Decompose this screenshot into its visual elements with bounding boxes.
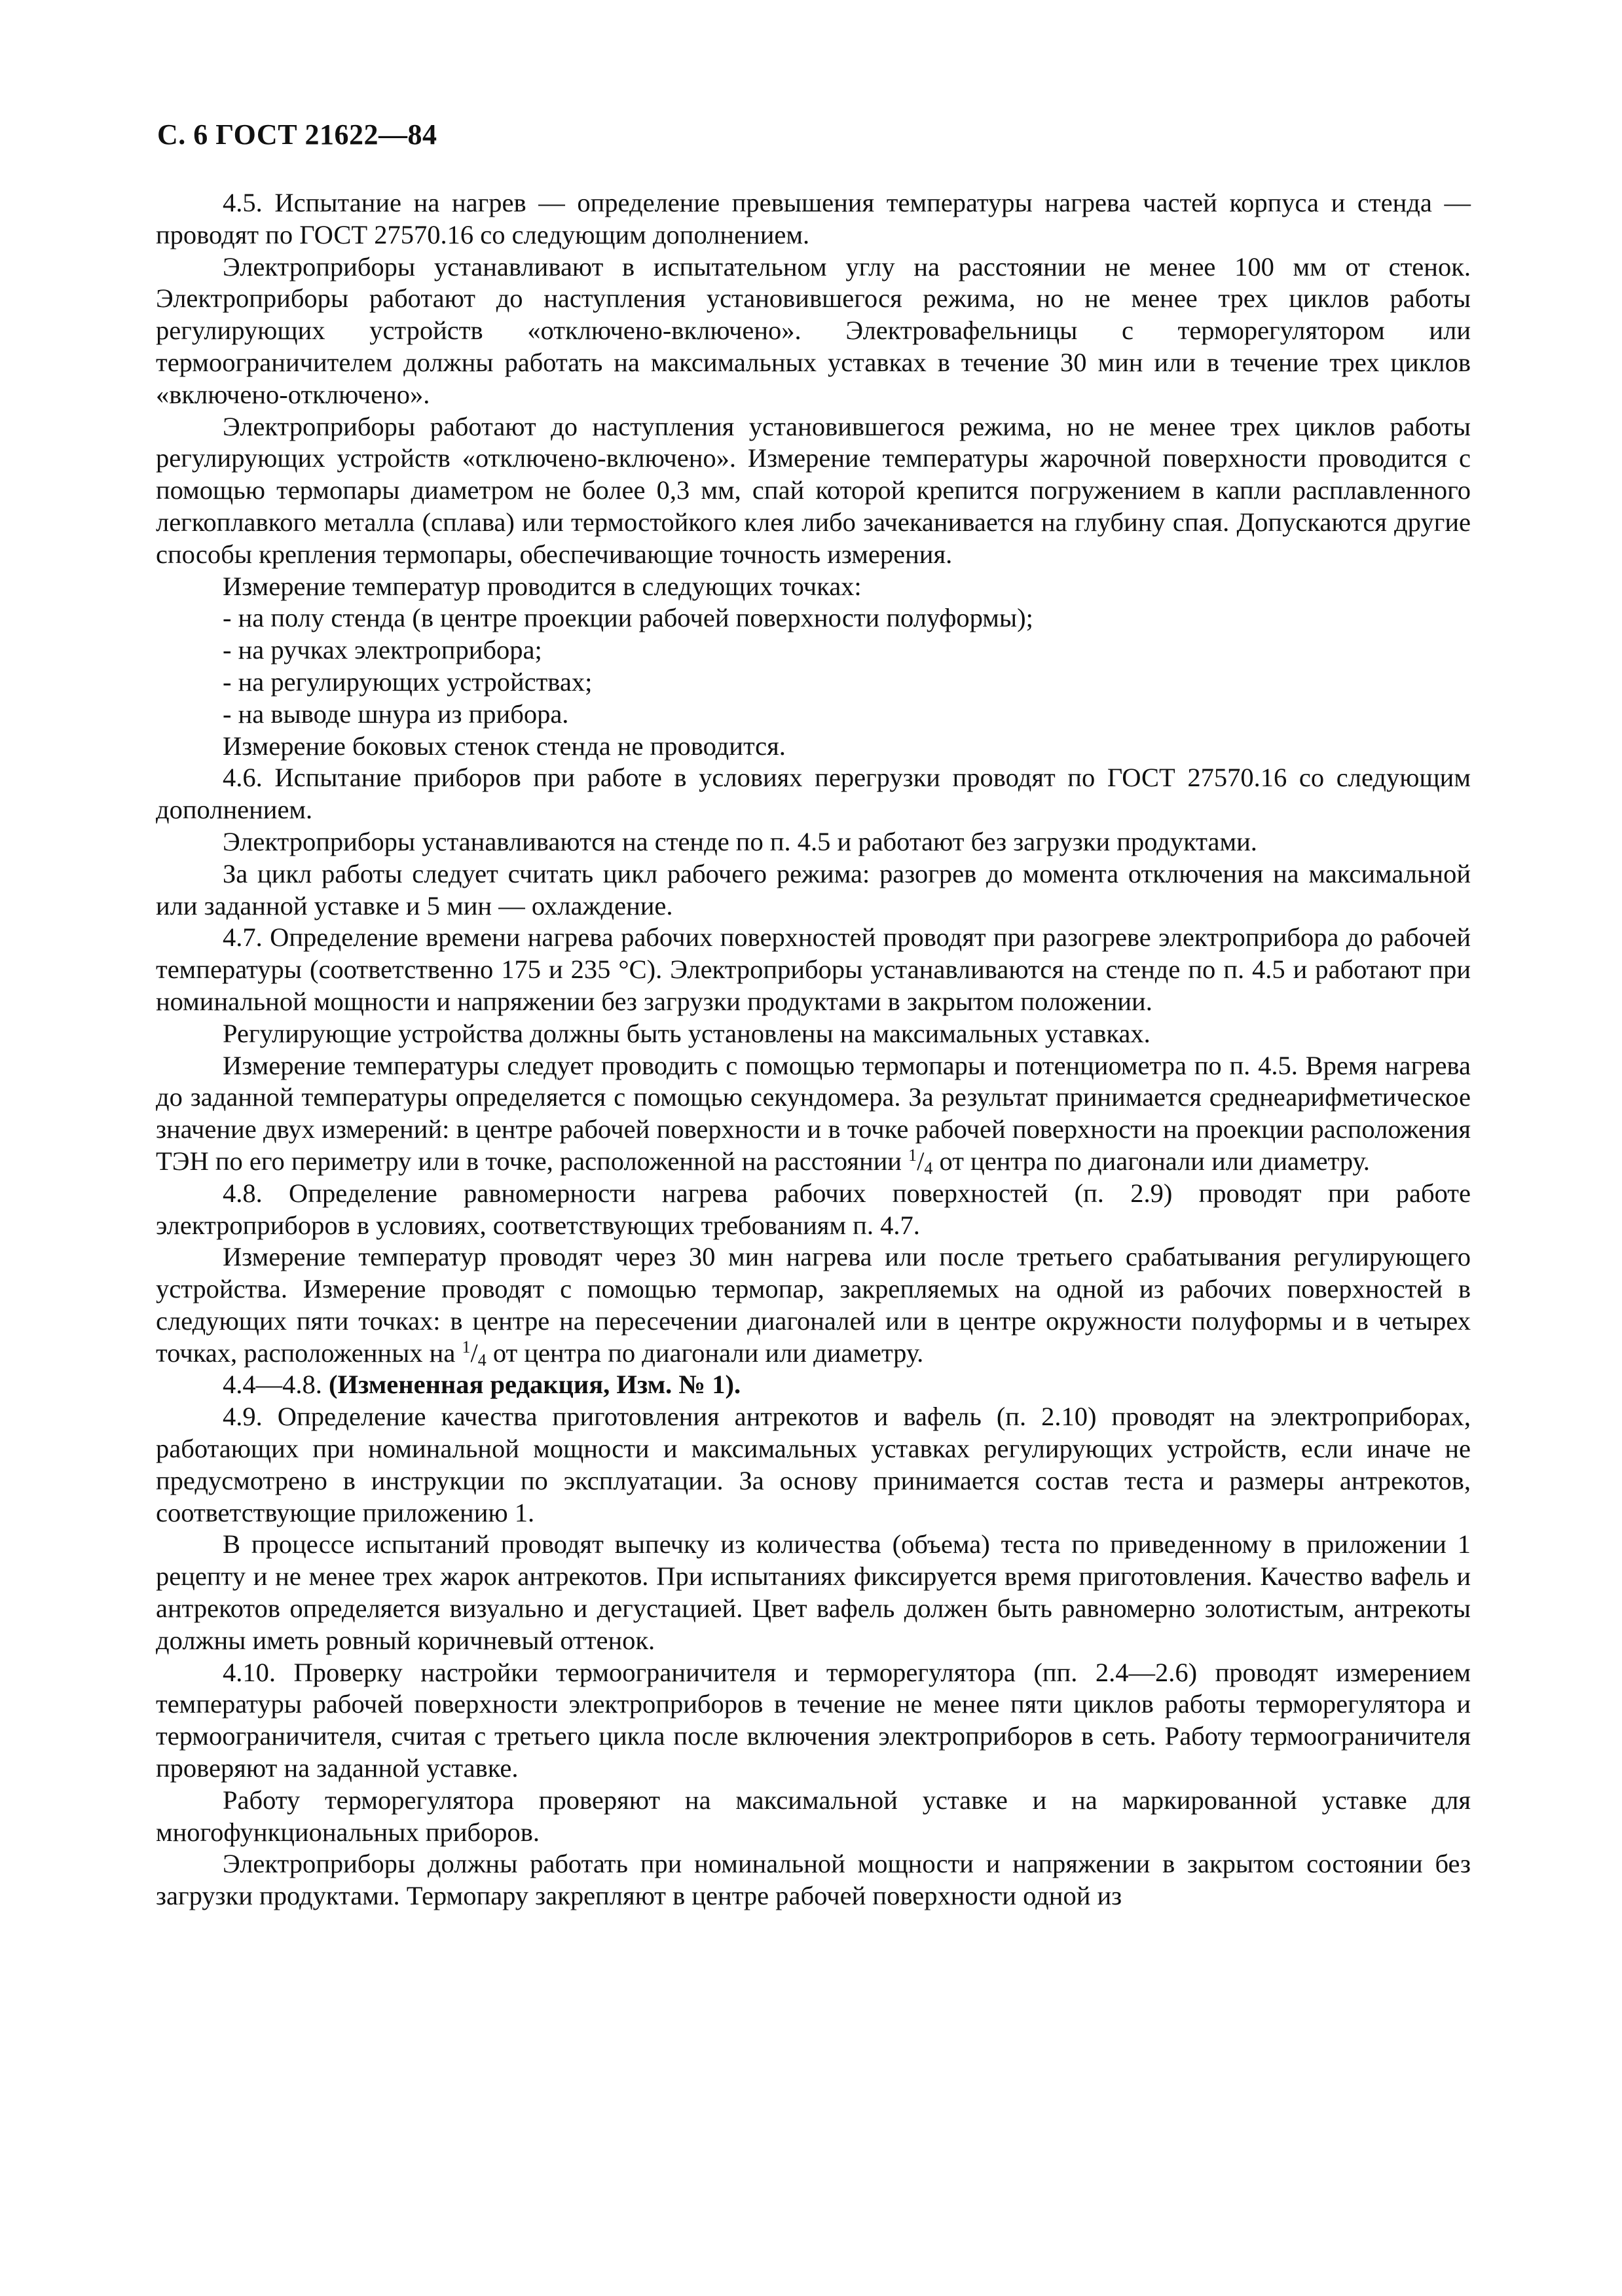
list-item: - на полу стенда (в центре проекции рабочей поверхности полуформы);	[223, 603, 1033, 633]
list-item: - на выводе шнура из прибора.	[223, 699, 569, 729]
amendment-note	[156, 1369, 1471, 1401]
text-run: от центра по диагонали или диаметру.	[486, 1338, 924, 1368]
paragraph: Электроприборы работают до наступления установившегося режима, но не менее трех циклов работы регулирующих устройств «отключено-включено». Измерение температуры жарочной поверхности проводится с помощью термопары диаметром не более 0,3 мм, спай которой крепится погружением в капли расплавленного легкоплавкого металла (сплава) или термостойкого клея либо зачеканивается на глубину спая. Допускаются другие способы крепления термопары, обеспечивающие точность измерения.	[156, 411, 1471, 569]
paragraph-4-9: 4.9. Определение качества приготовления антрекотов и вафель (п. 2.10) проводят на электроприборах, работающих при номинальной мощности и максимальных уставках регулирующих устройств, если иначе не предусмотрено в инструкции по эксплуатации. За основу принимается состав теста и размеры антрекотов, соответствующие приложению 1.	[156, 1402, 1471, 1527]
page-header: С. 6 ГОСТ 21622—84	[157, 118, 437, 151]
list-item: - на ручках электроприбора;	[223, 635, 542, 665]
text-run: Измерение температур проводят через 30 мин нагрева или после третьего срабатывания регулирующего устройства. Измерение проводят с помощью термопар, закрепляемых на одной из рабочих поверхностей в следующих пяти точках: в центре на пересечении диагоналей или в центре окружности полуформы и в четырех точках, расположенных на	[156, 1242, 1471, 1368]
paragraph: Регулирующие устройства должны быть установлены на максимальных уставках.	[223, 1018, 1151, 1048]
fraction-slash: /	[470, 1338, 478, 1368]
fraction-one-quarter	[908, 1146, 932, 1176]
paragraph-4-10: 4.10. Проверку настройки термоограничителя и терморегулятора (пп. 2.4—2.6) проводят измерением температуры рабочей поверхности электроприборов в течение не менее пяти циклов работы терморегулятора и термоограничителя, считая с третьего цикла после включения электроприборов в сеть. Работу термоограничителя проверяют на заданной уставке.	[156, 1657, 1471, 1783]
fraction-denominator: 4	[477, 1350, 487, 1370]
paragraph-4-6: 4.6. Испытание приборов при работе в условиях перегрузки проводят по ГОСТ 27570.16 со следующим дополнением.	[156, 763, 1471, 825]
paragraph-4-7: 4.7. Определение времени нагрева рабочих поверхностей проводят при разогреве электроприбора до рабочей температуры (соответственно 175 и 235 °С). Электроприборы устанавливаются на стенде по п. 4.5 и работают при номинальной мощности и напряжении без загрузки продуктами в закрытом положении.	[156, 922, 1471, 1016]
paragraph: Измерение боковых стенок стенда не проводится.	[223, 731, 786, 761]
paragraph: За цикл работы следует считать цикл рабочего режима: разогрев до момента отключения на максимальной или заданной уставке и 5 мин — охлаждение.	[156, 858, 1471, 920]
amendment-bold: (Измененная редакция, Изм. № 1).	[329, 1370, 741, 1400]
paragraph-4-5: 4.5. Испытание на нагрев — определение превышения температуры нагрева частей корпуса и стенда — проводят по ГОСТ 27570.16 со следующим дополнением.	[156, 188, 1471, 249]
paragraph-measurement	[156, 1241, 1471, 1369]
fraction-slash: /	[917, 1146, 925, 1176]
paragraph: Работу терморегулятора проверяют на максимальной уставке и на маркированной уставке для многофункциональных приборов.	[156, 1785, 1471, 1847]
paragraph: В процессе испытаний проводят выпечку из количества (объема) теста по приведенному в приложении 1 рецепту и не менее трех жарок антрекотов. При испытаниях фиксируется время приготовления. Качество вафель и антрекотов определяется визуально и дегустацией. Цвет вафель должен быть равномерно золотистым, антрекоты должны иметь ровный коричневый оттенок.	[156, 1529, 1471, 1655]
fraction-numerator: 1	[908, 1145, 917, 1165]
paragraph: Электроприборы устанавливаются на стенде по п. 4.5 и работают без загрузки продуктами.	[223, 826, 1257, 856]
text-run: Измерение температуры следует проводить с помощью термопары и потенциометра по п. 4.5. Время нагрева до заданной температуры определяется с помощью секундомера. За результат принимается среднеарифметическое значение двух измерений: в центре рабочей поверхности и в точке рабочей поверхности на проекции расположения ТЭН по его периметру или в точке, расположенной на расстоянии	[156, 1050, 1471, 1176]
text-run: от центра по диагонали или диаметру.	[932, 1146, 1370, 1176]
paragraph: Электроприборы устанавливают в испытательном углу на расстоянии не менее 100 мм от стенок. Электроприборы работают до наступления установившегося режима, но не менее трех циклов работы регулирующих устройств «отключено-включено». Электровафельницы с терморегулятором или термоограничителем должны работать на максимальных уставках в течение 30 мин или в течение трех циклов «включено-отключено».	[156, 251, 1471, 409]
fraction-numerator: 1	[462, 1337, 471, 1357]
document-body	[156, 187, 1471, 1912]
fraction-one-quarter	[462, 1338, 486, 1368]
fraction-denominator: 4	[924, 1158, 933, 1178]
paragraph: Измерение температур проводится в следующих точках:	[223, 571, 862, 601]
amendment-ref: 4.4—4.8.	[223, 1370, 329, 1400]
paragraph-4-8: 4.8. Определение равномерности нагрева рабочих поверхностей (п. 2.9) проводят при работе электроприборов в условиях, соответствующих требованиям п. 4.7.	[156, 1178, 1471, 1240]
paragraph-measurement	[156, 1050, 1471, 1178]
paragraph: Электроприборы должны работать при номинальной мощности и напряжении в закрытом состоянии без загрузки продуктами. Термопару закрепляют в центре рабочей поверхности одной из	[156, 1849, 1471, 1911]
list-item: - на регулирующих устройствах;	[223, 666, 593, 697]
